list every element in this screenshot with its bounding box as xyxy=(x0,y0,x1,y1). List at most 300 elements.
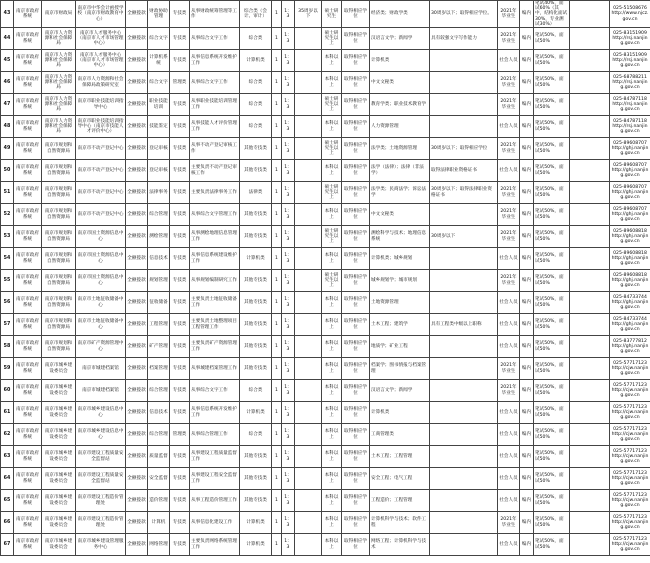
contact-info: 025-57717123 http://cjw.nanjing.gov.cn xyxy=(610,534,650,556)
table-row xyxy=(1,94,650,116)
post-name: 职业技能培训 xyxy=(148,94,170,116)
post-name: 信息技术 xyxy=(148,402,170,424)
major: 计算机类 xyxy=(370,50,430,72)
age-requirement xyxy=(295,138,322,160)
hire-count: 1 xyxy=(272,160,282,182)
staffing-mode: 编内 xyxy=(520,226,534,248)
degree: 取得相应学位 xyxy=(342,534,370,556)
education: 硕士研究生以上 xyxy=(322,138,342,160)
staffing-mode: 编内 xyxy=(520,28,534,50)
department: 南京市政府系统 xyxy=(14,314,42,336)
table-row xyxy=(1,270,650,292)
applicant-scope: 社会人员 xyxy=(498,160,520,182)
department: 南京市政府系统 xyxy=(14,424,42,446)
hiring-unit: 南京市城乡建设委员会 xyxy=(42,512,76,534)
staffing-mode: 编内 xyxy=(520,424,534,446)
applicant-scope: 2021年毕业生 xyxy=(498,182,520,204)
staffing-mode: 编内 xyxy=(520,270,534,292)
row-number: 46 xyxy=(1,72,14,94)
exam-ratio: 1：3 xyxy=(282,204,295,226)
row-number: 59 xyxy=(1,358,14,380)
applicant-scope: 社会人员 xyxy=(498,314,520,336)
exam-ratio: 1：3 xyxy=(282,292,295,314)
exam-ratio: 1：3 xyxy=(282,160,295,182)
post-category: 专技类 xyxy=(170,182,190,204)
exam-weighting: 笔试50%，面试50% xyxy=(534,424,570,446)
other-requirements xyxy=(430,380,498,402)
post-category: 专技类 xyxy=(170,116,190,138)
funding-type: 全额拨款 xyxy=(126,72,148,94)
staffing-mode: 编内 xyxy=(520,248,534,270)
contact-info: 025-57717123 http://cjw.nanjing.gov.cn xyxy=(610,446,650,468)
exam-category: 其他专技类 xyxy=(240,468,272,490)
sub-unit: 南京市国土资源信息中心 xyxy=(76,248,126,270)
hiring-unit: 南京市城乡建设委员会 xyxy=(42,534,76,556)
table-row xyxy=(1,446,650,468)
hire-count: 1 xyxy=(272,270,282,292)
major: 经济类；财政学类 xyxy=(370,1,430,28)
contact-info: 025-84733744 http://ghj.nanjing.gov.cn xyxy=(610,314,650,336)
sub-unit: 南京市国土资源信息中心 xyxy=(76,226,126,248)
department: 南京市政府系统 xyxy=(14,116,42,138)
department: 南京市政府系统 xyxy=(14,534,42,556)
sub-unit: 南京市城乡建设信息中心 xyxy=(76,424,126,446)
sub-unit: 南京市不动产登记中心 xyxy=(76,204,126,226)
post-name: 综合文字 xyxy=(148,28,170,50)
post-name: 技能鉴定 xyxy=(148,116,170,138)
applicant-scope: 2021年毕业生 xyxy=(498,512,520,534)
hire-count: 1 xyxy=(272,358,282,380)
exam-ratio: 1：3 xyxy=(282,512,295,534)
table-row xyxy=(1,512,650,534)
department: 南京市政府系统 xyxy=(14,336,42,358)
exam-weighting: 笔试50%，面试50% xyxy=(534,292,570,314)
post-description: 从事综合管理工作 xyxy=(190,424,240,446)
remarks xyxy=(570,204,610,226)
other-requirements xyxy=(430,490,498,512)
major: 中文文秘类 xyxy=(370,72,430,94)
major: 土木工程；建筑学 xyxy=(370,314,430,336)
funding-type: 全额拨款 xyxy=(126,358,148,380)
post-description: 从事技能人才评价管理工作 xyxy=(190,116,240,138)
sub-unit: 南京市建设工程质量安全监督站 xyxy=(76,468,126,490)
hire-count: 1 xyxy=(272,226,282,248)
age-requirement xyxy=(295,248,322,270)
major: 档案学；图书情报与档案管理 xyxy=(370,358,430,380)
sub-unit: 南京市人才服务中心（南京市人才市场管理中心） xyxy=(76,28,126,50)
table-row xyxy=(1,336,650,358)
remarks xyxy=(570,94,610,116)
post-name: 登记审核 xyxy=(148,160,170,182)
post-name: 财政协助管理 xyxy=(148,1,170,28)
department: 南京市政府系统 xyxy=(14,28,42,50)
department: 南京市政府系统 xyxy=(14,358,42,380)
hiring-unit: 南京市人力资源和社会保障局 xyxy=(42,94,76,116)
other-requirements xyxy=(430,446,498,468)
post-category: 专技类 xyxy=(170,138,190,160)
exam-category: 其他专技类 xyxy=(240,336,272,358)
age-requirement xyxy=(295,380,322,402)
post-description: 从事综合文字工作 xyxy=(190,28,240,50)
major: 汉语言文学；新闻学 xyxy=(370,380,430,402)
education: 本科以上 xyxy=(322,534,342,556)
hire-count: 1 xyxy=(272,468,282,490)
row-number: 44 xyxy=(1,28,14,50)
degree: 取得相应学位 xyxy=(342,182,370,204)
hire-count: 1 xyxy=(272,94,282,116)
exam-category: 综合类 xyxy=(240,116,272,138)
staffing-mode: 编内 xyxy=(520,534,534,556)
age-requirement xyxy=(295,270,322,292)
exam-category: 其他专技类 xyxy=(240,490,272,512)
post-name: 造价管理 xyxy=(148,490,170,512)
sub-unit: 南京市城乡建设信息中心 xyxy=(76,402,126,424)
exam-weighting: 笔试50%，面试50% xyxy=(534,336,570,358)
department: 南京市政府系统 xyxy=(14,446,42,468)
exam-category: 其他专技类 xyxy=(240,292,272,314)
sub-unit: 南京市不动产登记中心 xyxy=(76,160,126,182)
staffing-mode: 编内 xyxy=(520,402,534,424)
row-number: 47 xyxy=(1,94,14,116)
education: 本科以上 xyxy=(322,446,342,468)
remarks xyxy=(570,72,610,94)
age-requirement xyxy=(295,226,322,248)
hiring-unit: 南京市规划和自然资源局 xyxy=(42,292,76,314)
funding-type: 全额拨款 xyxy=(126,446,148,468)
sub-unit: 南京市城乡建设管理服务中心 xyxy=(76,534,126,556)
degree: 取得相应学位 xyxy=(342,314,370,336)
row-number: 57 xyxy=(1,314,14,336)
post-category: 专技类 xyxy=(170,1,190,28)
major: 法学类；土地资源管理 xyxy=(370,138,430,160)
remarks xyxy=(570,490,610,512)
degree: 取得相应学位 xyxy=(342,270,370,292)
exam-ratio: 1：3 xyxy=(282,314,295,336)
exam-ratio: 1：3 xyxy=(282,226,295,248)
contact-info: 025-89608818 http://ghj.nanjing.gov.cn xyxy=(610,270,650,292)
major: 土地资源管理 xyxy=(370,292,430,314)
degree: 取得相应学位 xyxy=(342,116,370,138)
exam-ratio: 1：3 xyxy=(282,1,295,28)
degree: 取得相应学位 xyxy=(342,50,370,72)
contact-info: 025-57717123 http://cjw.nanjing.gov.cn xyxy=(610,380,650,402)
education: 硕士研究生以上 xyxy=(322,28,342,50)
contact-info: 025-89608707 http://ghj.nanjing.gov.cn xyxy=(610,204,650,226)
staffing-mode: 编内 xyxy=(520,336,534,358)
department: 南京市政府系统 xyxy=(14,182,42,204)
other-requirements xyxy=(430,336,498,358)
exam-category: 综合类（会计、审计） xyxy=(240,1,272,28)
hire-count: 1 xyxy=(272,402,282,424)
applicant-scope: 社会人员 xyxy=(498,116,520,138)
table-row xyxy=(1,314,650,336)
remarks xyxy=(570,402,610,424)
table-row xyxy=(1,424,650,446)
exam-ratio: 1：3 xyxy=(282,380,295,402)
row-number: 50 xyxy=(1,160,14,182)
age-requirement xyxy=(295,182,322,204)
post-description: 从事信息系统开发维护工作 xyxy=(190,50,240,72)
exam-weighting: 笔试50%，面试50% xyxy=(534,534,570,556)
funding-type: 全额拨款 xyxy=(126,116,148,138)
exam-ratio: 1：3 xyxy=(282,358,295,380)
sub-unit: 南京市国土资源信息中心 xyxy=(76,270,126,292)
staffing-mode: 编内 xyxy=(520,292,534,314)
degree: 取得相应学位 xyxy=(342,138,370,160)
contact-info: 025-89608707 http://ghj.nanjing.gov.cn xyxy=(610,138,650,160)
post-category: 专技类 xyxy=(170,336,190,358)
row-number: 48 xyxy=(1,116,14,138)
degree: 取得相应学位 xyxy=(342,446,370,468)
exam-ratio: 1：3 xyxy=(282,28,295,50)
department: 南京市政府系统 xyxy=(14,160,42,182)
age-requirement xyxy=(295,490,322,512)
post-description: 主要负责法律事务工作 xyxy=(190,182,240,204)
hire-count: 1 xyxy=(272,424,282,446)
department: 南京市政府系统 xyxy=(14,72,42,94)
table-row xyxy=(1,50,650,72)
department: 南京市政府系统 xyxy=(14,94,42,116)
contact-info: 025-84787118 http://rsj.nanjing.gov.cn xyxy=(610,116,650,138)
exam-category: 综合类 xyxy=(240,94,272,116)
post-description: 从事信息系统开发维护工作 xyxy=(190,402,240,424)
hiring-unit: 南京市规划和自然资源局 xyxy=(42,226,76,248)
department: 南京市政府系统 xyxy=(14,490,42,512)
age-requirement xyxy=(295,28,322,50)
row-number: 56 xyxy=(1,292,14,314)
degree: 取得相应学位 xyxy=(342,402,370,424)
funding-type: 全额拨款 xyxy=(126,424,148,446)
table-row xyxy=(1,116,650,138)
contact-info: 025-89608707 http://ghj.nanjing.gov.cn xyxy=(610,160,650,182)
sub-unit: 南京市不动产登记中心 xyxy=(76,182,126,204)
major: 安全工程；电气工程 xyxy=(370,468,430,490)
post-description: 主要负责不动产登记审核工作 xyxy=(190,160,240,182)
remarks xyxy=(570,314,610,336)
hiring-unit: 南京市人力资源和社会保障局 xyxy=(42,72,76,94)
major: 法学类；民商法学；诉讼法学 xyxy=(370,182,430,204)
remarks xyxy=(570,116,610,138)
post-category: 专技类 xyxy=(170,226,190,248)
row-number: 53 xyxy=(1,226,14,248)
hiring-unit: 南京市城乡建设委员会 xyxy=(42,358,76,380)
exam-ratio: 1：3 xyxy=(282,534,295,556)
age-requirement xyxy=(295,424,322,446)
hire-count: 1 xyxy=(272,138,282,160)
hiring-unit: 南京市规划和自然资源局 xyxy=(42,270,76,292)
funding-type: 全额拨款 xyxy=(126,138,148,160)
degree: 取得相应学位 xyxy=(342,94,370,116)
exam-weighting: 笔试40%，面试60%（其中，结构化面试30%，专业测试30%） xyxy=(534,1,570,28)
remarks xyxy=(570,270,610,292)
remarks xyxy=(570,248,610,270)
post-description: 从事建设工程安全监督工作 xyxy=(190,468,240,490)
table-row xyxy=(1,138,650,160)
exam-category: 其他专技类 xyxy=(240,204,272,226)
other-requirements: 具有工程类中级以上职称 xyxy=(430,314,498,336)
post-description: 从事职业技能培训管理工作 xyxy=(190,94,240,116)
exam-weighting: 笔试50%，面试50% xyxy=(534,138,570,160)
exam-ratio: 1：3 xyxy=(282,72,295,94)
hiring-unit: 南京市城乡建设委员会 xyxy=(42,468,76,490)
exam-weighting: 笔试50%，面试50% xyxy=(534,512,570,534)
remarks xyxy=(570,446,610,468)
row-number: 66 xyxy=(1,512,14,534)
education: 本科以上 xyxy=(322,314,342,336)
exam-category: 计算机类 xyxy=(240,50,272,72)
major: 土木工程；工程管理 xyxy=(370,446,430,468)
applicant-scope: 社会人员 xyxy=(498,292,520,314)
exam-category: 计算机类 xyxy=(240,248,272,270)
sub-unit: 南京市城建档案馆 xyxy=(76,358,126,380)
post-category: 专技类 xyxy=(170,314,190,336)
post-description: 主要负责土地整理项目工程管理工作 xyxy=(190,314,240,336)
department: 南京市政府系统 xyxy=(14,226,42,248)
post-category: 专技类 xyxy=(170,94,190,116)
major: 教育学类；职业技术教育学 xyxy=(370,94,430,116)
sub-unit: 南京市职业技能培训指导中心 xyxy=(76,94,126,116)
funding-type: 全额拨款 xyxy=(126,50,148,72)
exam-ratio: 1：3 xyxy=(282,336,295,358)
hiring-unit: 南京市规划和自然资源局 xyxy=(42,160,76,182)
degree: 取得相应学位 xyxy=(342,226,370,248)
age-requirement xyxy=(295,94,322,116)
contact-info: 025-57717123 http://cjw.nanjing.gov.cn xyxy=(610,512,650,534)
applicant-scope: 社会人员 xyxy=(498,446,520,468)
remarks xyxy=(570,28,610,50)
row-number: 45 xyxy=(1,50,14,72)
degree: 取得相应学位 xyxy=(342,248,370,270)
education: 本科以上 xyxy=(322,336,342,358)
exam-ratio: 1：3 xyxy=(282,248,295,270)
funding-type: 全额拨款 xyxy=(126,512,148,534)
post-description: 从事综合文字管理工作 xyxy=(190,204,240,226)
staffing-mode: 编内 xyxy=(520,138,534,160)
post-name: 工程管理 xyxy=(148,314,170,336)
table-row xyxy=(1,358,650,380)
staffing-mode: 编内 xyxy=(520,1,534,28)
funding-type: 全额拨款 xyxy=(126,226,148,248)
sub-unit: 南京市矿产资源管理中心 xyxy=(76,336,126,358)
age-requirement xyxy=(295,446,322,468)
education: 本科以上 xyxy=(322,380,342,402)
hire-count: 1 xyxy=(272,490,282,512)
exam-weighting: 笔试50%，面试50% xyxy=(534,226,570,248)
sub-unit: 南京市职业技能培训指导中心（南京市技能人才评价中心） xyxy=(76,116,126,138)
post-name: 安全监督 xyxy=(148,468,170,490)
sub-unit: 南京市土地征收储备中心 xyxy=(76,292,126,314)
remarks xyxy=(570,182,610,204)
contact-info: 025-89608818 http://ghj.nanjing.gov.cn xyxy=(610,248,650,270)
other-requirements: 具有较强文字写作能力 xyxy=(430,28,498,50)
major: 测绘科学与技术；地理信息系统 xyxy=(370,226,430,248)
education: 本科以上 xyxy=(322,490,342,512)
applicant-scope: 2021年毕业生 xyxy=(498,28,520,50)
row-number: 64 xyxy=(1,468,14,490)
degree: 取得相应学位 xyxy=(342,358,370,380)
post-category: 专技类 xyxy=(170,358,190,380)
hiring-unit: 南京市人力资源和社会保障局 xyxy=(42,116,76,138)
post-category: 专技类 xyxy=(170,28,190,50)
hiring-unit: 南京市规划和自然资源局 xyxy=(42,204,76,226)
funding-type: 全额拨款 xyxy=(126,1,148,28)
other-requirements: 30周岁以下 xyxy=(430,226,498,248)
department: 南京市政府系统 xyxy=(14,138,42,160)
post-name: 档案管理 xyxy=(148,358,170,380)
post-name: 信息技术 xyxy=(148,248,170,270)
post-category: 专技类 xyxy=(170,512,190,534)
staffing-mode: 编内 xyxy=(520,182,534,204)
degree: 取得相应学位 xyxy=(342,28,370,50)
major: 汉语言文学；新闻学 xyxy=(370,28,430,50)
row-number: 55 xyxy=(1,270,14,292)
sub-unit: 南京市人才服务中心（南京市人才市场管理中心） xyxy=(76,50,126,72)
degree: 取得相应学位 xyxy=(342,160,370,182)
exam-weighting: 笔试50%，面试50% xyxy=(534,160,570,182)
table-row xyxy=(1,292,650,314)
exam-category: 其他专技类 xyxy=(240,358,272,380)
applicant-scope: 社会人员 xyxy=(498,248,520,270)
hiring-unit: 南京市财政局 xyxy=(42,1,76,28)
sub-unit: 南京市城建档案馆 xyxy=(76,380,126,402)
post-name: 规划管理 xyxy=(148,270,170,292)
contact-info: 025-83151909 http://rsj.nanjing.gov.cn xyxy=(610,50,650,72)
other-requirements xyxy=(430,94,498,116)
post-category: 专技类 xyxy=(170,490,190,512)
department: 南京市政府系统 xyxy=(14,204,42,226)
post-description: 主要负责矿产资源管理工作 xyxy=(190,336,240,358)
major: 工商管理类 xyxy=(370,424,430,446)
post-description: 从事财政统筹管理等工作 xyxy=(190,1,240,28)
hire-count: 1 xyxy=(272,182,282,204)
major: 地质学；矿业工程 xyxy=(370,336,430,358)
exam-category: 综合类 xyxy=(240,72,272,94)
education: 硕士研究生以上 xyxy=(322,94,342,116)
other-requirements xyxy=(430,358,498,380)
exam-weighting: 笔试50%，面试50% xyxy=(534,28,570,50)
hire-count: 1 xyxy=(272,314,282,336)
row-number: 58 xyxy=(1,336,14,358)
department: 南京市政府系统 xyxy=(14,270,42,292)
education: 硕士研究生以上 xyxy=(322,270,342,292)
age-requirement xyxy=(295,402,322,424)
post-name: 登记审核 xyxy=(148,138,170,160)
hire-count: 1 xyxy=(272,292,282,314)
age-requirement xyxy=(295,358,322,380)
other-requirements: 30周岁以下；取得相应学位 xyxy=(430,138,498,160)
education: 硕士研究生以上 xyxy=(322,226,342,248)
contact-info: 025-57717123 http://cjw.nanjing.gov.cn xyxy=(610,490,650,512)
post-description: 从事建设工程质量监督工作 xyxy=(190,446,240,468)
applicant-scope: 社会人员 xyxy=(498,490,520,512)
staffing-mode: 编内 xyxy=(520,72,534,94)
major: 计算机类 xyxy=(370,402,430,424)
funding-type: 全额拨款 xyxy=(126,534,148,556)
remarks xyxy=(570,226,610,248)
remarks xyxy=(570,336,610,358)
education: 本科以上 xyxy=(322,512,342,534)
staffing-mode: 编内 xyxy=(520,314,534,336)
exam-ratio: 1：3 xyxy=(282,138,295,160)
other-requirements: 30周岁以下；取得相应学位。 xyxy=(430,1,498,28)
post-name: 质量监督 xyxy=(148,446,170,468)
exam-weighting: 笔试50%，面试50% xyxy=(534,94,570,116)
hiring-unit: 南京市规划和自然资源局 xyxy=(42,314,76,336)
funding-type: 全额拨款 xyxy=(126,380,148,402)
applicant-scope: 社会人员 xyxy=(498,534,520,556)
contact-info: 025-57717123 http://cjw.nanjing.gov.cn xyxy=(610,358,650,380)
table-row xyxy=(1,182,650,204)
